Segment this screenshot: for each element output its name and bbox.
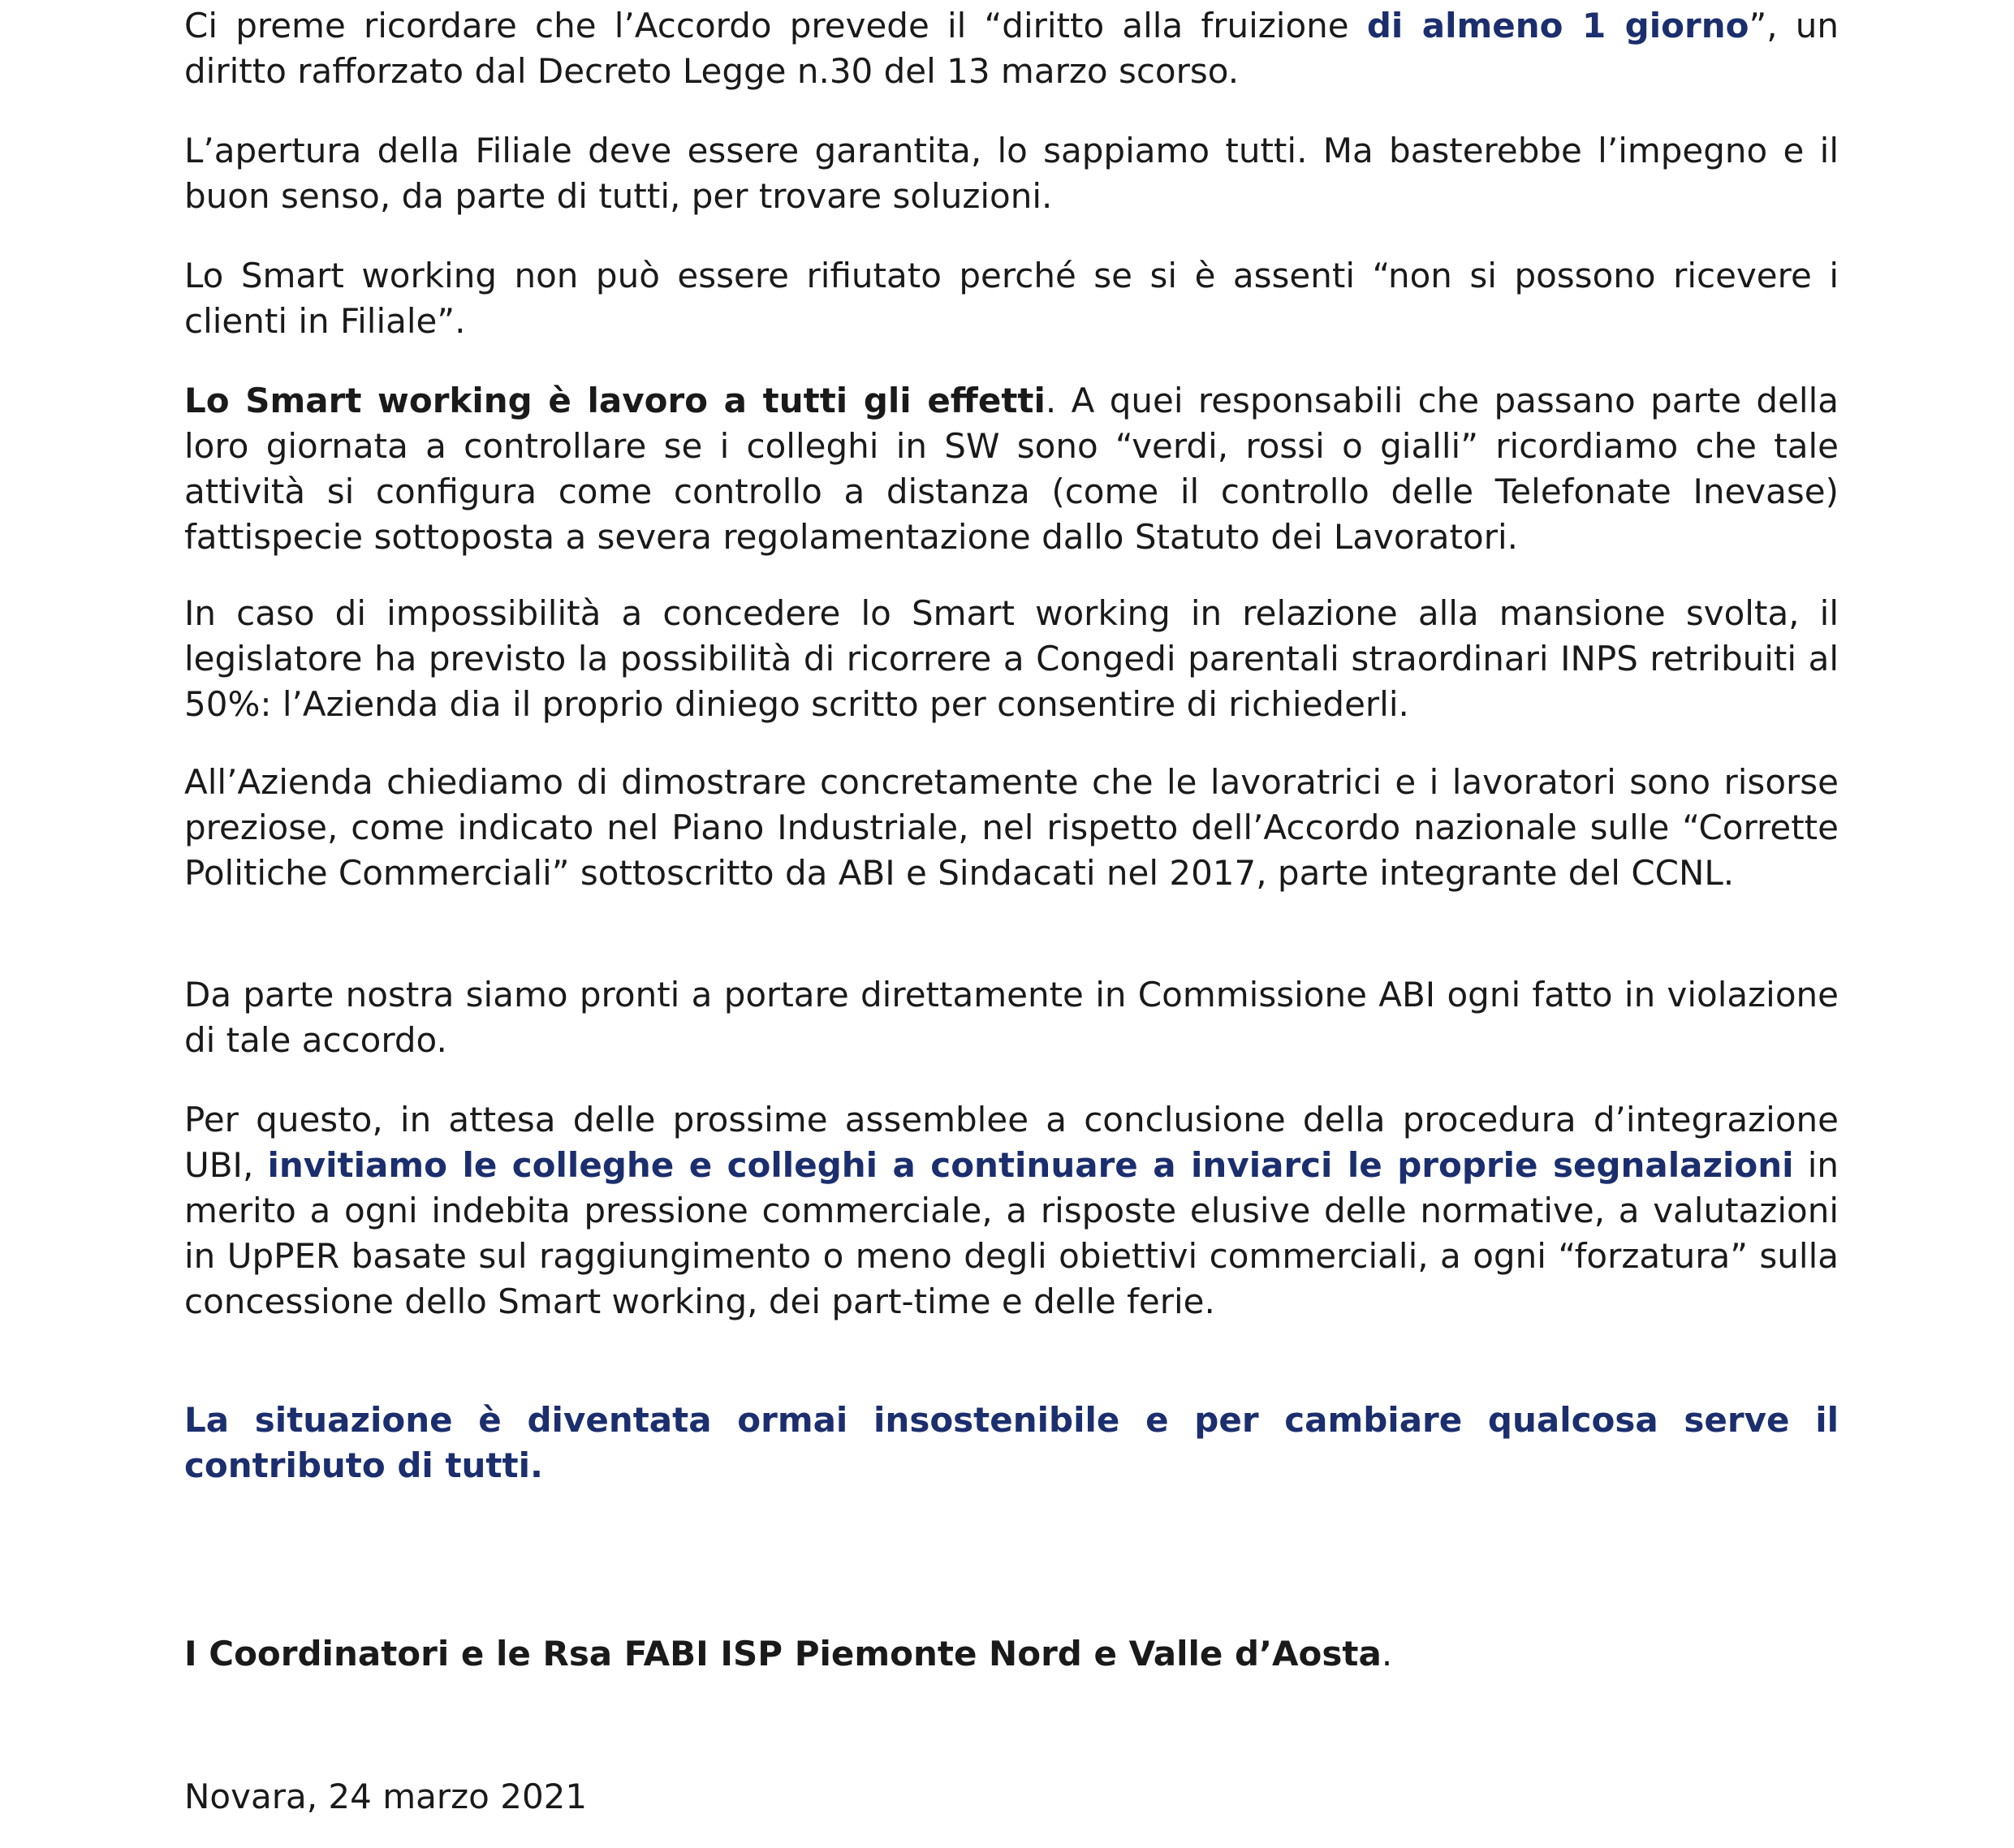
paragraph-segnalazioni [184,1097,1839,1325]
paragraph-text: Per questo, in attesa delle prossime assemblee a conclusione della procedura d’integrazione UBI, [184,1100,1839,1185]
paragraph-text: . A quei responsabili che passano parte della loro giornata a controllare se i colleghi in SW sono “verdi, rossi o gialli” ricordiamo che tale attività si configura come controllo a distanza (come il controllo delle Telefonate Inevase) fattispecie sottoposta a severa regolamentazione dallo Statuto dei Lavoratori. [184,381,1839,557]
paragraph-congedi-parentali: In caso di impossibilità a concedere lo Smart working in relazione alla mansione svolta, il legislatore ha previsto la possibilità di ricorrere a Congedi parentali straordinari INPS retribuiti al 50%: l’Azienda dia il proprio diniego scritto per consentire di richiederli. [184,593,1839,724]
paragraph-smart-working-rifiuto: Lo Smart working non può essere rifiutato perché se si è assenti “non si possono ricevere i clienti in Filiale”. [184,256,1839,341]
paragraph-accordo [184,3,1839,94]
signature-text: I Coordinatori e le Rsa FABI ISP Piemonte Nord e Valle d’Aosta [184,1634,1382,1674]
highlight-text: invitiamo le colleghe e colleghi a continuare a inviarci le proprie segnalazioni [267,1145,1794,1185]
paragraph-text: Ci preme ricordare che l’Accordo prevede il “diritto alla fruizione [184,6,1367,45]
highlight-text: di almeno 1 giorno [1366,6,1749,45]
paragraph-apertura-filiale: L’apertura della Filiale deve essere garantita, lo sappiamo tutti. Ma basterebbe l’impegno e il buon senso, da parte di tutti, per trovare soluzioni. [184,131,1839,216]
paragraph-smart-working-lavoro [184,378,1839,560]
paragraph-text: ”, un diritto rafforzato dal Decreto Legge n.30 del 13 marzo scorso. [184,6,1839,91]
paragraph-politiche-commerciali: All’Azienda chiediamo di dimostrare concretamente che le lavoratrici e i lavoratori sono risorse preziose, come indicato nel Piano Industriale, nel rispetto dell’Accordo nazionale sulle “Corrette Politiche Commerciali” sottoscritto da ABI e Sindacati nel 2017, parte integrante del CCNL. [184,762,1839,893]
paragraph-conclusion: La situazione è diventata ormai insostenibile e per cambiare qualcosa serve il contributo di tutti. [184,1400,1839,1485]
paragraph-commissione-abi: Da parte nostra siamo pronti a portare direttamente in Commissione ABI ogni fatto in violazione di tale accordo. [184,975,1839,1060]
document-date: Novara, 24 marzo 2021 [184,1777,588,1816]
bold-text: Lo Smart working è lavoro a tutti gli effetti [184,381,1046,420]
paragraph-text: in merito a ogni indebita pressione commerciale, a risposte elusive delle normative, a valutazioni in UpPER basate sul raggiungimento o meno degli obiettivi commerciali, a ogni “forzatura” sulla concessione dello Smart working, dei part-time e delle ferie. [184,1145,1839,1321]
signature [184,1631,1839,1677]
signature-punctuation: . [1381,1634,1393,1674]
